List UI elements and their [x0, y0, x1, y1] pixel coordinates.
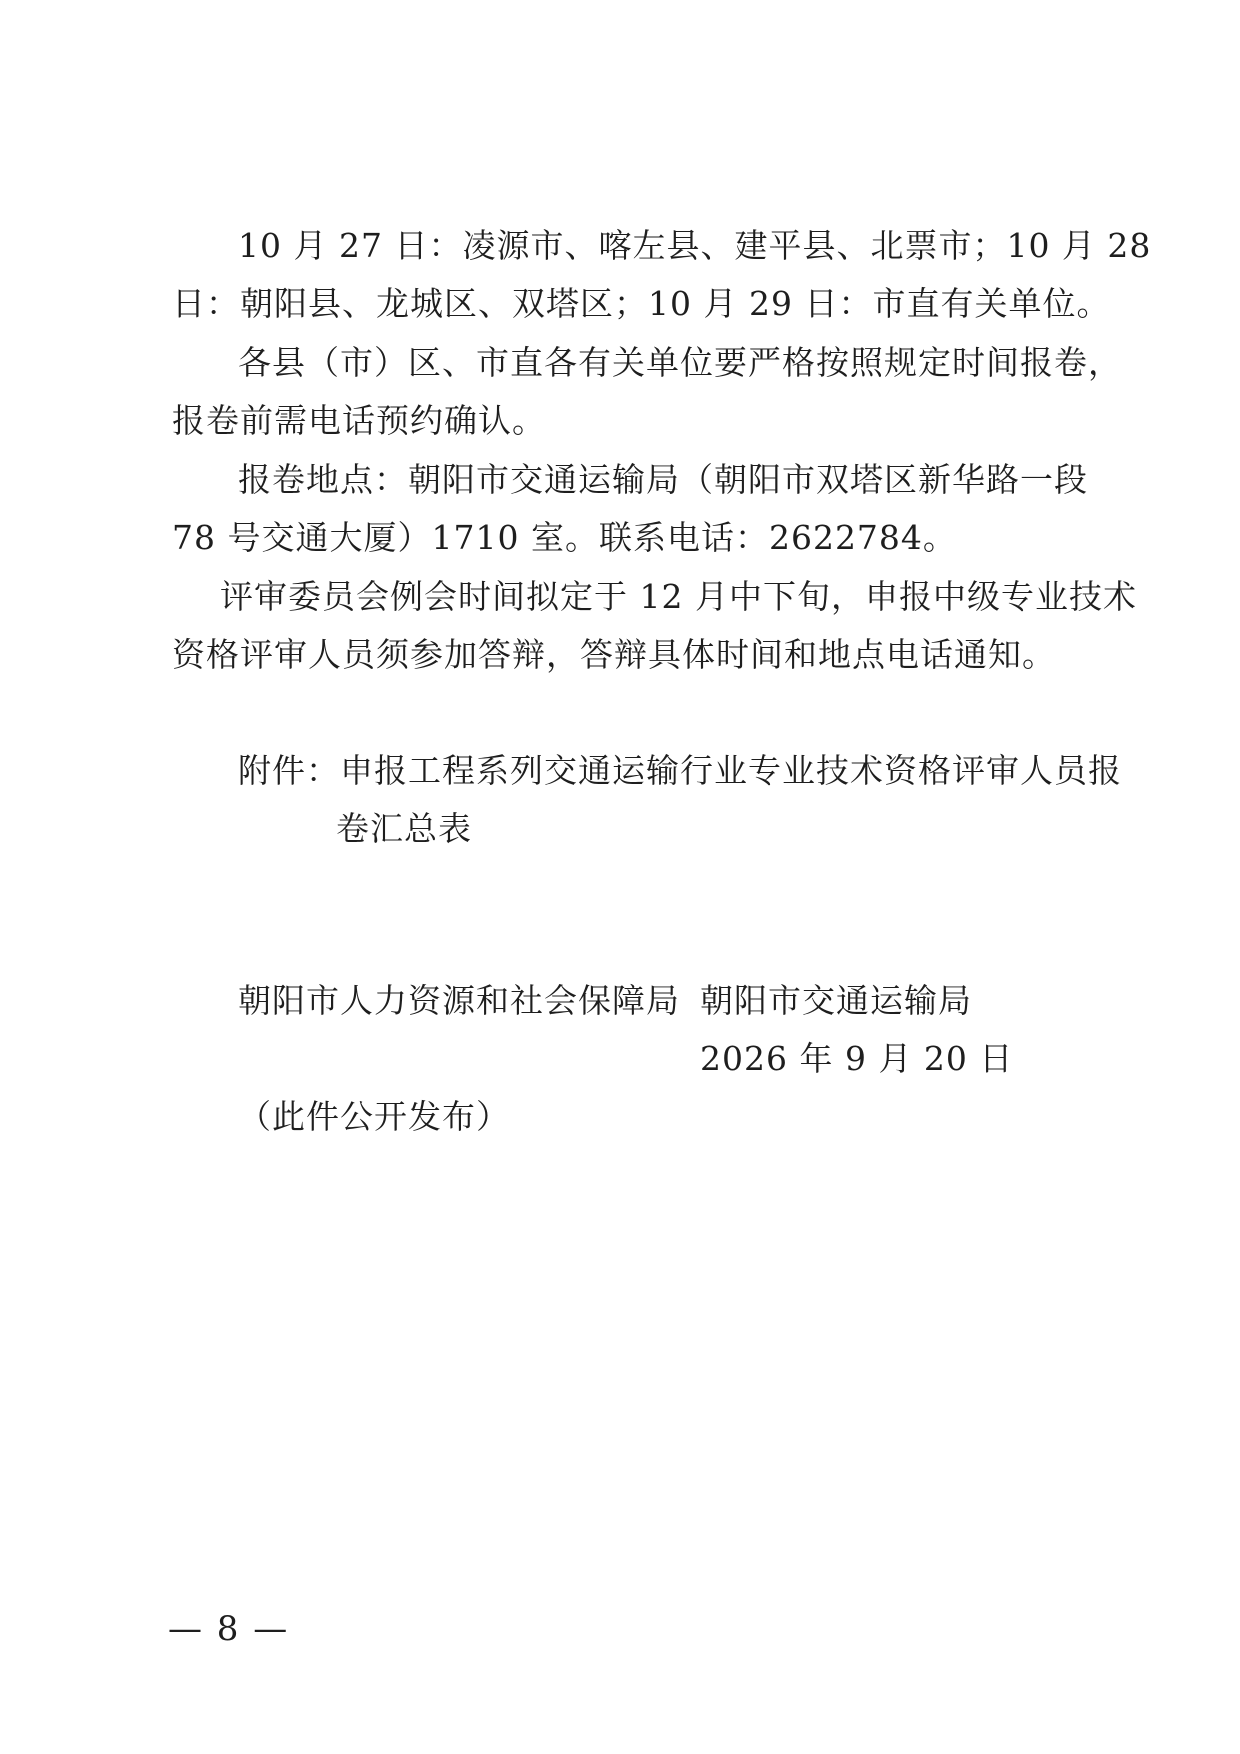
issuer-transport-bureau: 朝阳市交通运输局 — [700, 981, 972, 1020]
reminder-line-1: 各县（市）区、市直各有关单位要严格按照规定时间报卷， — [238, 343, 1122, 382]
disclosure-note: （此件公开发布） — [238, 1097, 510, 1136]
schedule-line-1: 10 月 27 日：凌源市、喀左县、建平县、北票市；10 月 28 — [238, 226, 1152, 265]
reminder-line-2: 报卷前需电话预约确认。 — [172, 401, 546, 440]
page-number: — 8 — — [168, 1609, 290, 1649]
location-line-1: 报卷地点：朝阳市交通运输局（朝阳市双塔区新华路一段 — [238, 460, 1088, 499]
attachment-line-2: 卷汇总表 — [336, 809, 472, 848]
attachment-line-1: 附件：申报工程系列交通运输行业专业技术资格评审人员报 — [238, 751, 1122, 790]
review-line-2: 资格评审人员须参加答辩，答辩具体时间和地点电话通知。 — [172, 635, 1056, 674]
schedule-line-2: 日：朝阳县、龙城区、双塔区；10 月 29 日：市直有关单位。 — [172, 284, 1111, 323]
issuer-hrss-bureau: 朝阳市人力资源和社会保障局 — [238, 981, 680, 1020]
signature-date: 2026 年 9 月 20 日 — [700, 1039, 1014, 1078]
review-line-1: 评审委员会例会时间拟定于 12 月中下旬，申报中级专业技术 — [220, 577, 1137, 616]
location-line-2: 78 号交通大厦）1710 室。联系电话：2622784。 — [172, 518, 957, 557]
